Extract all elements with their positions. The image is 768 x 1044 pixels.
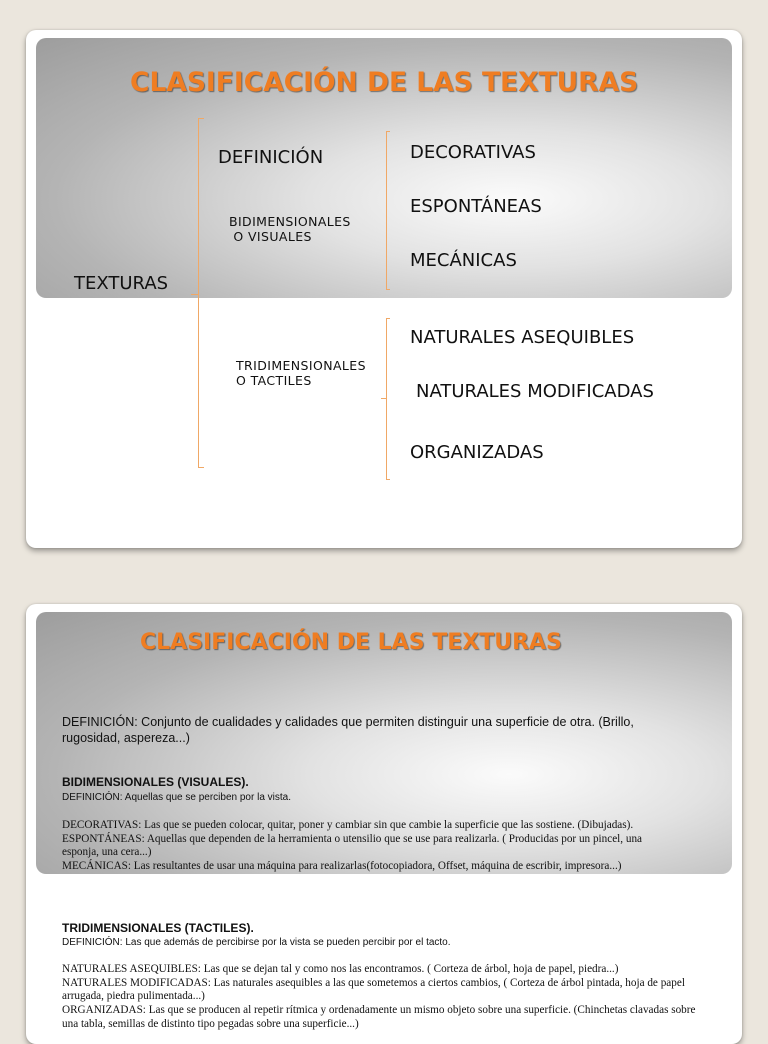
tri-item: ORGANIZADAS: [410, 442, 544, 463]
tri-item: NATURALES MODIFICADAS: [416, 381, 654, 402]
tri-definition: DEFINICIÓN: Las que además de percibirse por la vista se pueden percibir por el tacto.: [62, 937, 451, 948]
tri-item: NATURALES ASEQUIBLES: [410, 327, 635, 348]
mecanicas-text: MECÁNICAS: Las resultantes de usar una máquina para realizarlas(fotocopiadora, Offset, máquina de escribir, impresora...): [62, 860, 622, 872]
definicion-paragraph: DEFINICIÓN: Conjunto de cualidades y calidades que permiten distinguir una superficie de otra. (Brillo, rugosidad, aspereza...): [62, 715, 634, 745]
bidi-heading: BIDIMENSIONALES (VISUALES).: [62, 775, 249, 789]
main-bracket: [198, 118, 204, 468]
naturales-asequibles-text: NATURALES ASEQUIBLES: Las que se dejan tal y como nos las encontramos. ( Corteza de árbol, hoja de papel, piedra...): [62, 963, 619, 975]
tridimensionales-label: TRIDIMENSIONALES O TACTILES: [236, 358, 366, 388]
bidi-item: DECORATIVAS: [410, 142, 536, 163]
espontaneas-text: ESPONTÁNEAS: Aquellas que dependen de la herramienta o utensilio que se use para realizarla. ( Producidas por un pincel, una esponja, una cera...): [62, 832, 643, 858]
bidi-definition: DEFINICIÓN: Aquellas que se perciben por la vista.: [62, 792, 291, 803]
tri-bracket: [386, 318, 390, 480]
naturales-modificadas-text: NATURALES MODIFICADAS: Las naturales asequibles a las que sometemos a ciertos cambios, ( Corteza de árbol pintada, hoja de papel arrugada, piedra pulimentada...): [62, 976, 685, 1002]
bidi-item: MECÁNICAS: [410, 250, 517, 271]
slide-2: [26, 604, 742, 1044]
decorativas-text: DECORATIVAS: Las que se pueden colocar, quitar, poner y cambiar sin que cambie la superficie que las sostiene. (Dibujadas).: [62, 819, 634, 831]
bidi-bracket: [386, 131, 390, 290]
root-texturas-label: TEXTURAS: [74, 273, 169, 294]
slide-title: CLASIFICACIÓN DE LAS TEXTURAS: [140, 630, 562, 655]
bidi-item: ESPONTÁNEAS: [410, 196, 542, 217]
bidimensionales-label: BIDIMENSIONALES O VISUALES: [229, 214, 351, 244]
tri-bracket-notch: [381, 398, 387, 399]
slide-1: [26, 30, 742, 548]
main-bracket-notch: [191, 294, 199, 295]
definicion-label: DEFINICIÓN: [218, 147, 324, 168]
tri-heading: TRIDIMENSIONALES (TACTILES).: [62, 921, 254, 935]
organizadas-text: ORGANIZADAS: Las que se producen al repetir rítmica y ordenadamente un mismo objeto sobre una superficie. (Chinchetas clavadas sobre una tabla, semillas de distinto tipo pegadas sobre una superficie...): [62, 1004, 696, 1030]
slide-title: CLASIFICACIÓN DE LAS TEXTURAS: [130, 67, 639, 98]
